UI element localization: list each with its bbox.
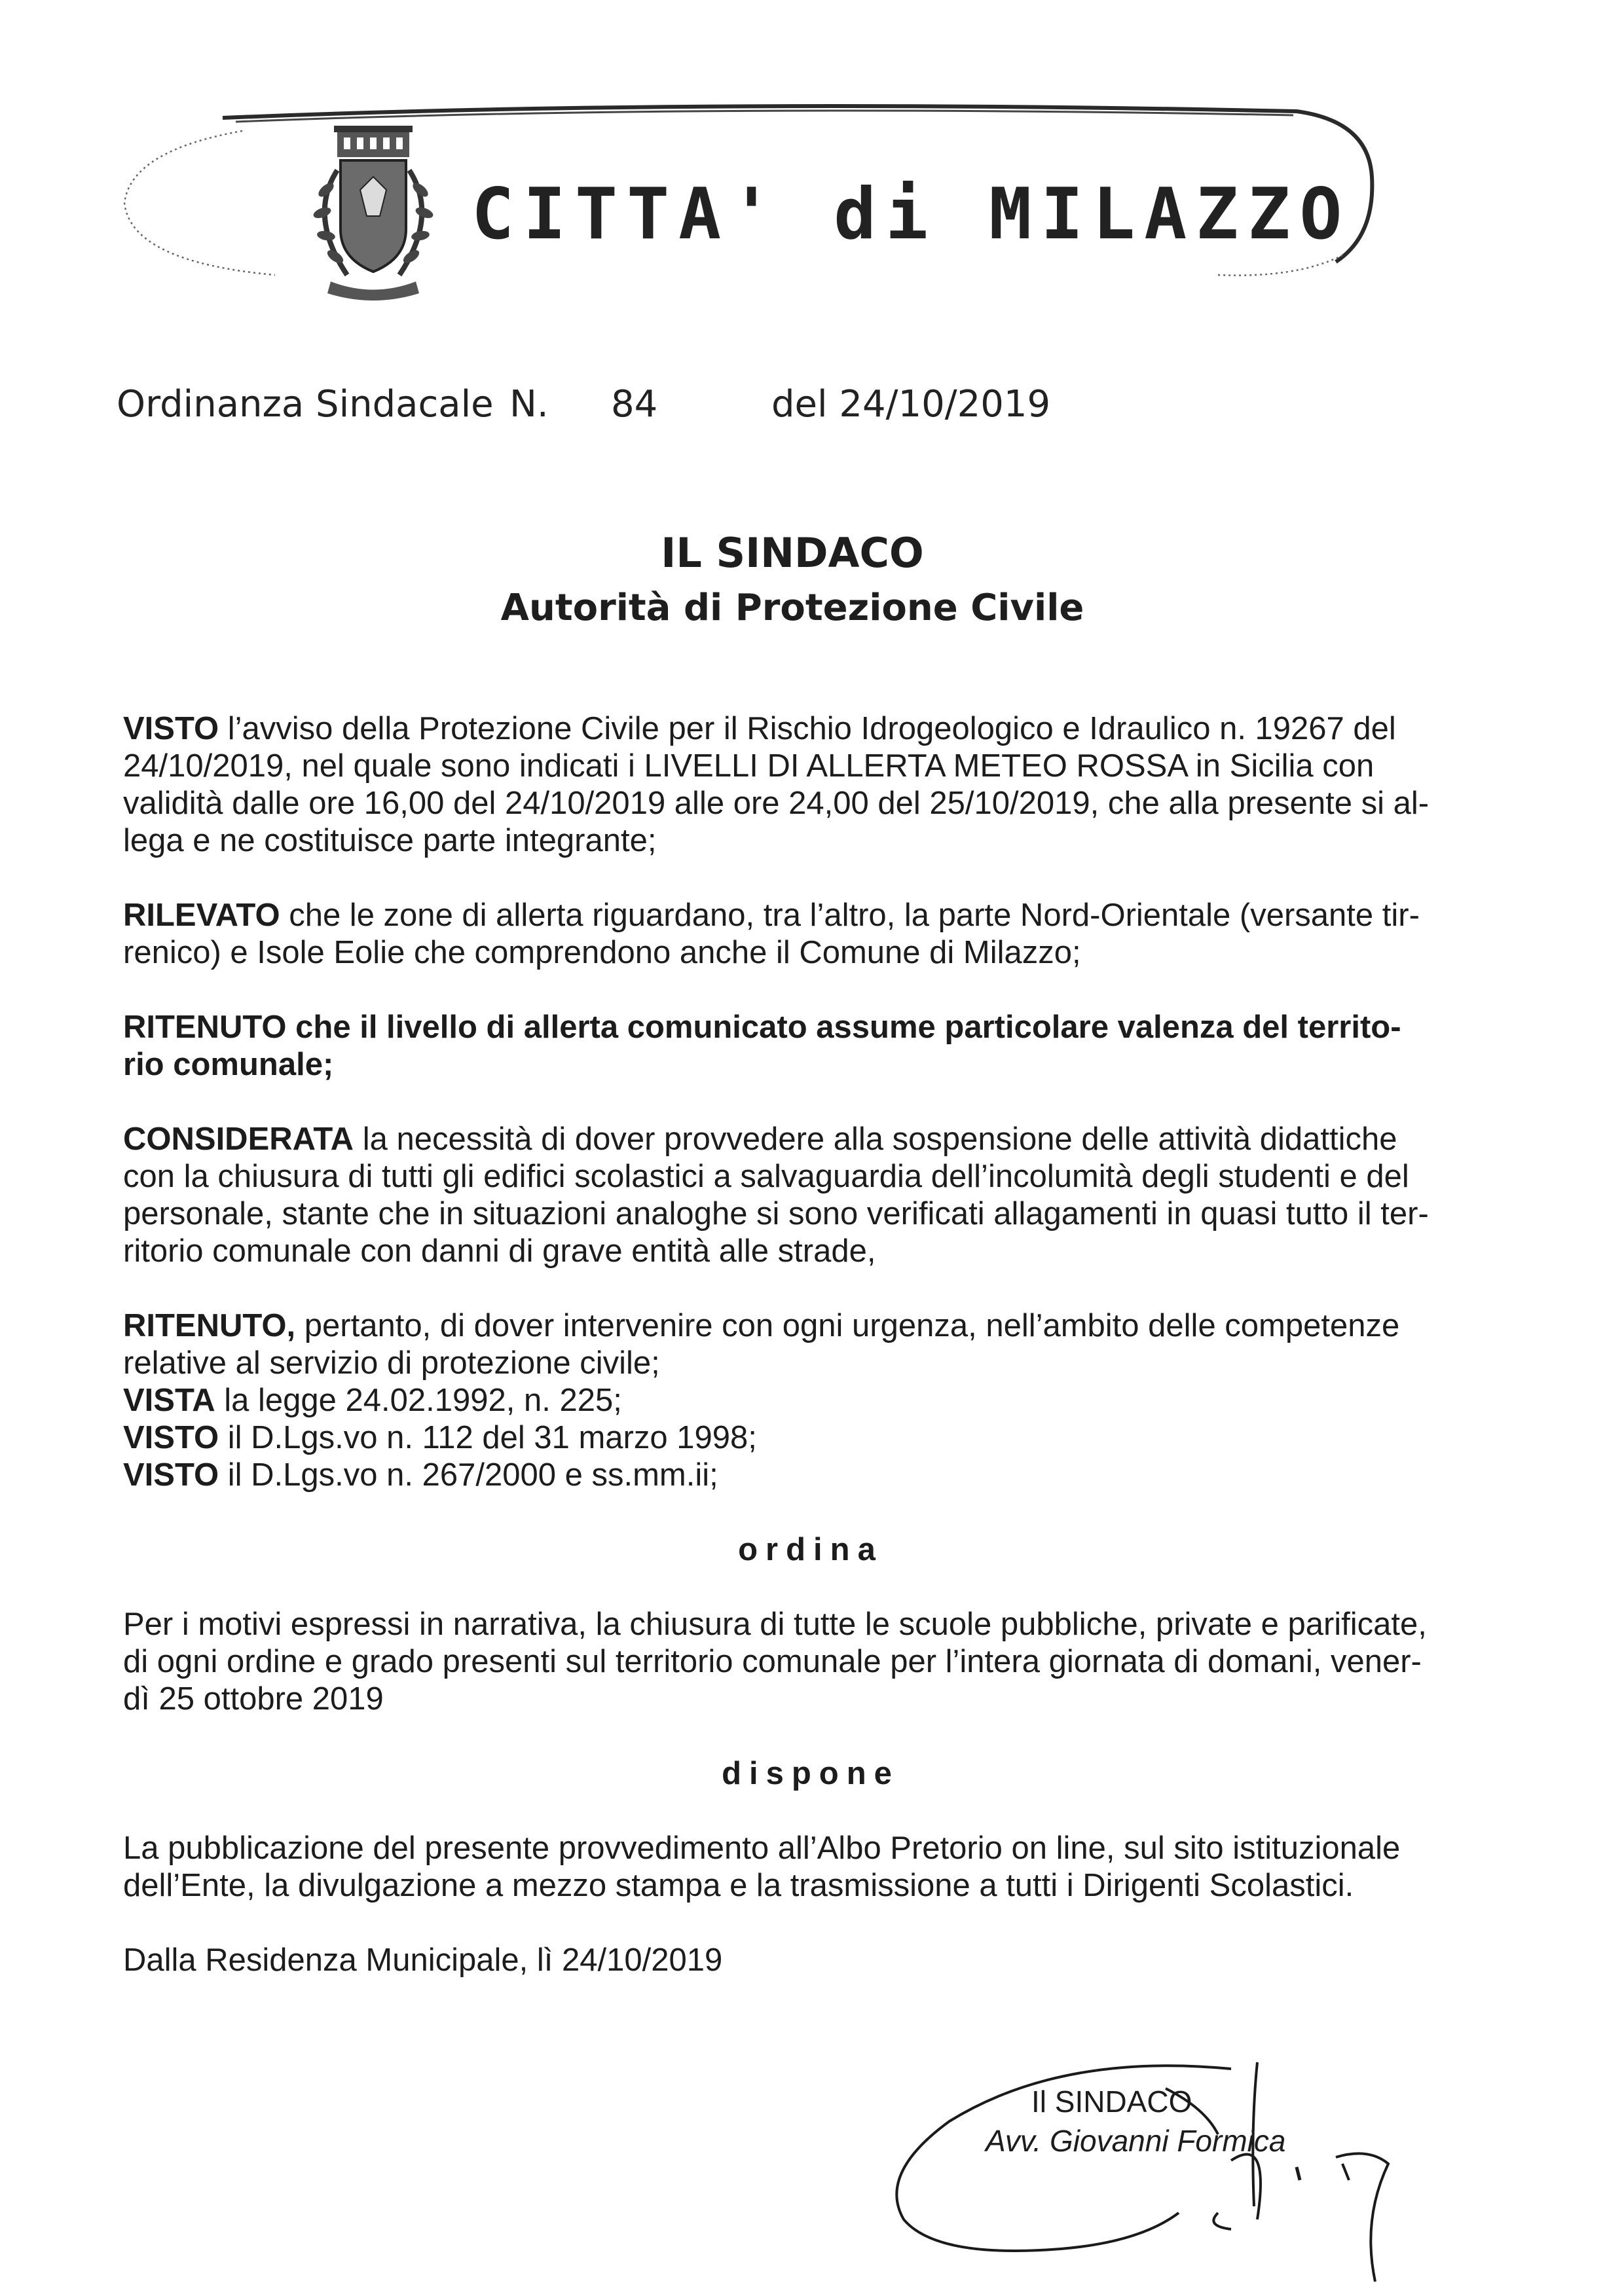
paragraph-rilevato — [123, 897, 1479, 972]
heading-subtitle: Autorità di Protezione Civile — [500, 587, 1084, 629]
paragraph-considerata — [123, 1121, 1479, 1270]
city-coat-of-arms-icon — [275, 118, 471, 308]
paragraph-vista-legge — [123, 1382, 1479, 1419]
paragraph-line: pertanto, di dover intervenire con ogni urgenza, nell’ambito delle competenze — [295, 1308, 1400, 1343]
keyword-rilevato: RILEVATO — [123, 898, 280, 933]
paragraph-line: di ogni ordine e grado presenti sul territorio comunale per l’intera giornata di domani, vener- — [123, 1644, 1422, 1679]
dispone-heading: dispone — [722, 1756, 900, 1791]
keyword-vista: VISTA — [123, 1383, 215, 1418]
keyword-visto: VISTO — [123, 711, 219, 746]
paragraph-visto-dlgs-112 — [123, 1419, 1479, 1457]
heading-title: IL SINDACO — [661, 529, 924, 577]
paragraph-line: il D.Lgs.vo n. 267/2000 e ss.mm.ii; — [219, 1457, 718, 1493]
paragraph-line: lega e ne costituisce parte integrante; — [123, 823, 657, 858]
paragraph-line: validità dalle ore 16,00 del 24/10/2019 alle ore 24,00 del 25/10/2019, che alla presente si al- — [123, 786, 1430, 821]
paragraph-dispone — [123, 1830, 1479, 1904]
signature-title: Il SINDACO — [1031, 2085, 1192, 2119]
paragraph-line: RITENUTO che il livello di allerta comunicato assume particolare valenza del territo- — [123, 1010, 1401, 1045]
paragraph-visto-dlgs-267 — [123, 1457, 1479, 1494]
city-name-title: CITTA' di MILAZZO — [471, 173, 1352, 255]
keyword-ritenuto: RITENUTO, — [123, 1308, 296, 1343]
paragraph-line: il D.Lgs.vo n. 112 del 31 marzo 1998; — [219, 1420, 757, 1455]
paragraph-line: che le zone di allerta riguardano, tra l’altro, la parte Nord-Orientale (versante tir- — [280, 898, 1420, 933]
paragraph-line: con la chiusura di tutti gli edifici scolastici a salvaguardia dell’incolumità degli studenti e del — [123, 1159, 1409, 1194]
paragraph-line: relative al servizio di protezione civile; — [123, 1345, 660, 1381]
paragraph-line: la legge 24.02.1992, n. 225; — [215, 1383, 622, 1418]
paragraph-line: renico) e Isole Eolie che comprendono anche il Comune di Milazzo; — [123, 935, 1081, 970]
paragraph-line: la necessità di dover provvedere alla sospensione delle attività didattiche — [354, 1121, 1397, 1157]
keyword-visto: VISTO — [123, 1420, 219, 1455]
ordinance-label: Ordinanza Sindacale — [117, 383, 494, 426]
paragraph-line: personale, stante che in situazioni analoghe si sono verificati allagamenti in quasi tutto il ter- — [123, 1196, 1429, 1231]
signature-name: Avv. Giovanni Formica — [986, 2124, 1286, 2158]
paragraph-ritenuto-pertanto — [123, 1307, 1479, 1382]
paragraph-line: ritorio comunale con danni di grave entità alle strade, — [123, 1233, 876, 1269]
ordina-heading: ordina — [738, 1532, 883, 1567]
paragraph-ritenuto-livello — [123, 1009, 1479, 1084]
keyword-considerata: CONSIDERATA — [123, 1121, 354, 1157]
ordinance-date: del 24/10/2019 — [771, 383, 1051, 426]
closing-place-date: Dalla Residenza Municipale, lì 24/10/2019 — [123, 1942, 723, 1978]
paragraph-line: 24/10/2019, nel quale sono indicati i LIVELLI DI ALLERTA METEO ROSSA in Sicilia con — [123, 748, 1375, 784]
ordinance-number: 84 — [611, 383, 658, 426]
paragraph-ordina — [123, 1606, 1479, 1718]
paragraph-line: l’avviso della Protezione Civile per il Rischio Idrogeologico e Idraulico n. 19267 del — [219, 711, 1396, 746]
letterhead — [105, 92, 1414, 301]
keyword-visto: VISTO — [123, 1457, 219, 1493]
paragraph-line: Per i motivi espressi in narrativa, la chiusura di tutte le scuole pubbliche, private e parificate, — [123, 1607, 1427, 1642]
document-heading — [0, 527, 1624, 634]
paragraph-line: dì 25 ottobre 2019 — [123, 1681, 384, 1717]
paragraph-line: rio comunale; — [123, 1047, 334, 1082]
paragraph-line: La pubblicazione del presente provvedimento all’Albo Pretorio on line, sul sito istituzionale — [123, 1831, 1401, 1866]
document-body — [123, 710, 1479, 2016]
ordinance-number-label: N. — [509, 383, 549, 426]
paragraph-line: dell’Ente, la divulgazione a mezzo stampa e la trasmissione a tutti i Dirigenti Scolastici. — [123, 1868, 1354, 1903]
paragraph-visto-avviso — [123, 710, 1479, 860]
